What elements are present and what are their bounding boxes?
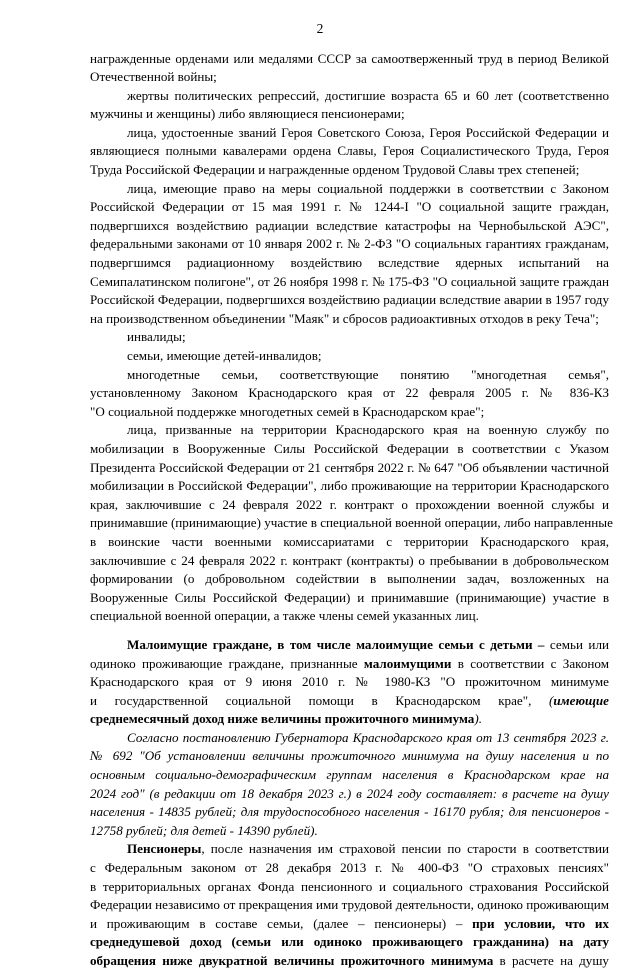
text-line: Отечественной войны; bbox=[90, 69, 217, 85]
paragraph-gap bbox=[90, 626, 609, 636]
text-line: "О социальной поддержке многодетных семей в Краснодарском крае"; bbox=[90, 403, 485, 419]
text-line: Краснодарского края от 9 июня 2010 г. № 1980-КЗ "О прожиточном минимуме bbox=[90, 674, 609, 690]
text-line bbox=[90, 710, 609, 729]
text-line: Семипалатинском полигоне", от 26 ноября 1998 г. № 175-ФЗ "О социальной защите граждан bbox=[90, 273, 609, 289]
text-line: специальной военной операции, а также члены семей указанных лиц. bbox=[90, 608, 479, 624]
text-run: семьи или bbox=[544, 636, 609, 652]
text-line bbox=[90, 952, 609, 971]
text-line: федеральными законами от 10 января 2002 г. № 2-ФЗ "О социальных гарантиях гражданам, bbox=[90, 236, 609, 252]
text-line: мобилизации в Российской Федерации", либо проживающие на территории Краснодарского bbox=[90, 478, 609, 494]
document-body bbox=[90, 50, 613, 971]
text-line: лица, удостоенные званий Героя Советского Союза, Героя Российской Федерации и bbox=[127, 124, 609, 140]
text-run: одиноко проживающие граждане, признанные bbox=[90, 655, 364, 671]
text-line: основным социально-демографическим группам населения в Краснодарском крае на bbox=[90, 767, 609, 783]
text-run: имеющие bbox=[553, 692, 609, 708]
text-line bbox=[90, 692, 609, 711]
text-line: населения - 14835 рублей; для трудоспособного населения - 16170 рубля; для пенсионеров - bbox=[90, 804, 609, 820]
text-line bbox=[90, 655, 609, 674]
text-line: формировании (о добровольном содействии в выполнении задач, возложенных на bbox=[90, 571, 609, 587]
text-line: Согласно постановлению Губернатора Краснодарского края от 13 сентября 2023 г. bbox=[127, 729, 609, 745]
text-line: инвалиды; bbox=[127, 329, 186, 345]
text-line: многодетные семьи, соответствующие понятию "многодетная семья", bbox=[127, 366, 609, 382]
text-line: принимавшие (принимающие) участие в специальной военной операции, либо направленные bbox=[90, 515, 613, 531]
text-line: заключившие с 24 февраля 2022 г. контракт (контракты) о пребывании в добровольческом bbox=[90, 552, 609, 568]
text-run: обращения ниже двукратной величины прожиточного минимума bbox=[90, 953, 494, 968]
text-run: в расчете на душу bbox=[493, 953, 609, 968]
text-run: среднедушевой доход (семьи или одиноко проживающего гражданина) на дату bbox=[90, 934, 609, 950]
text-line: мобилизации в Вооруженные Силы Российской Федерации в соответствии с Указом bbox=[90, 440, 609, 456]
text-line: Российской Федерации от 15 мая 1991 г. № 1244-I "О социальной защите граждан, bbox=[90, 199, 609, 215]
text-line: мужчины и женщины) либо являющиеся пенсионерами; bbox=[90, 106, 405, 122]
text-line bbox=[90, 636, 609, 655]
text-line: 12758 рублей; для детей - 14390 рублей). bbox=[90, 822, 318, 838]
text-run: при условии, что их bbox=[472, 915, 609, 931]
text-run: ). bbox=[474, 711, 482, 727]
text-line: в территориальных органах Фонда пенсионного и социального страхования Российской bbox=[90, 878, 609, 894]
text-line: на производственном объединении "Маяк" и сбросов радиоактивных отходов в реку Теча"; bbox=[90, 310, 599, 326]
text-run: и государственной социальной помощи в Краснодарском крае", bbox=[90, 692, 549, 708]
text-run: и проживающим в составе семьи, (далее – пенсионеры) – bbox=[90, 915, 473, 931]
text-line: являющиеся полными кавалерами ордена Славы, Героя Социалистического Труда, Героя bbox=[90, 143, 609, 159]
text-line: подвергшимся радиационному воздействию вследствие ядерных испытаний на bbox=[90, 255, 609, 271]
text-line: подвергшихся воздействию радиации вследствие катастрофы на Чернобыльской АЭС", bbox=[90, 217, 609, 233]
text-line: семьи, имеющие детей-инвалидов; bbox=[127, 348, 322, 363]
text-line bbox=[90, 933, 609, 952]
page-number: 2 bbox=[316, 21, 324, 36]
text-line: Федерации независимо от прекращения ими трудовой деятельности, одиноко проживающим bbox=[90, 897, 609, 913]
text-run: ( bbox=[549, 692, 554, 708]
text-line: с Федеральным законом от 28 декабря 2013 г. № 400-ФЗ "О страховых пенсиях" bbox=[90, 860, 609, 876]
text-run: в соответствии с Законом bbox=[451, 655, 609, 671]
text-line: Труда Российской Федерации и награжденные орденом Трудовой Славы трех степеней; bbox=[90, 162, 580, 178]
text-line: лица, имеющие право на меры социальной поддержки в соответствии с Законом bbox=[127, 180, 609, 196]
text-line: лица, призванные на территории Краснодарского края на военную службу по bbox=[127, 422, 609, 438]
text-line: установленному Законом Краснодарского края от 22 февраля 2005 г. № 836-КЗ bbox=[90, 385, 609, 401]
text-line: Вооруженные Силы Российской Федерации) и принимавшие (принимающие) участие в bbox=[90, 589, 609, 605]
text-line: Президента Российской Федерации от 21 сентября 2022 г. № 647 "Об объявлении частичной bbox=[90, 459, 609, 475]
text-run: Пенсионеры bbox=[127, 841, 202, 857]
text-line: в воинские части военными комиссариатами с территории Краснодарского края, bbox=[90, 533, 609, 549]
text-line: жертвы политических репрессий, достигшие возраста 65 и 60 лет (соответственно bbox=[127, 87, 609, 103]
text-line bbox=[90, 915, 609, 934]
text-line: награжденные орденами или медалями СССР за самоотверженный труд в период Великой bbox=[90, 50, 609, 66]
text-line bbox=[90, 840, 609, 859]
text-run: Малоимущие граждане, в том числе малоимущие семьи с детьми – bbox=[127, 636, 545, 652]
text-line: Российской Федерации, подвергшихся воздействию радиации вследствие аварии в 1957 году bbox=[90, 292, 609, 308]
text-line: 2024 год" (в редакции от 18 декабря 2023 г.) в 2024 году составляет: в расчете на душу bbox=[90, 785, 609, 801]
text-run: малоимущими bbox=[363, 655, 452, 671]
text-line: № 692 "Об установлении величины прожиточного минимума на душу населения и по bbox=[90, 748, 609, 764]
text-run: , после назначения им страховой пенсии по старости в соответствии bbox=[201, 841, 609, 857]
text-run: среднемесячный доход ниже величины прожиточного минимума bbox=[90, 711, 475, 727]
text-line: края, заключившие с 24 февраля 2022 г. контракт о прохождении военной службы и bbox=[90, 496, 609, 512]
